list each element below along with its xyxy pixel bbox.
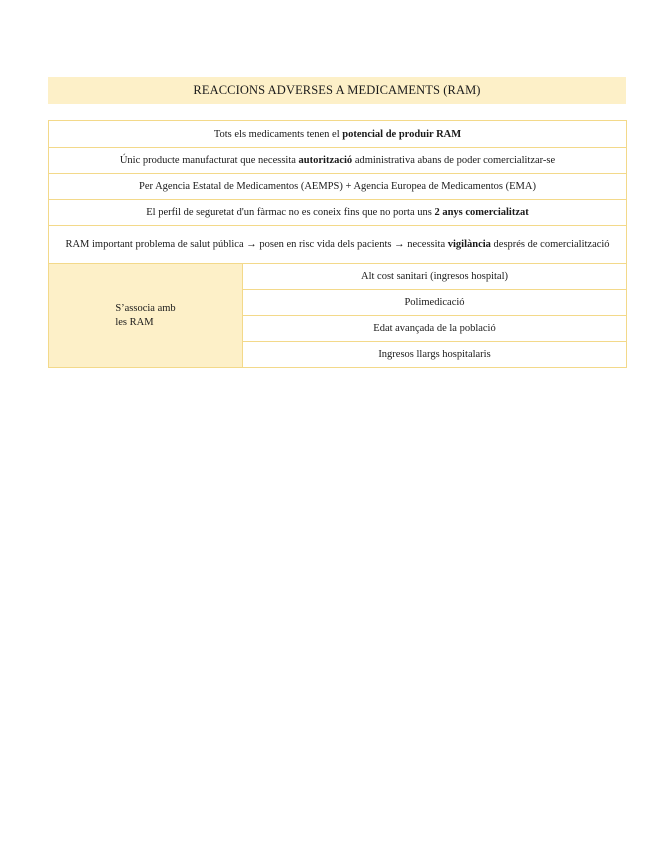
table-row [49,226,627,264]
table-cell: RAM important problema de salut pública → posen en risc vida dels pacients → necessita vigilància després de comercialització [49,226,627,264]
table-cell: Per Agencia Estatal de Medicamentos (AEMPS) + Agencia Europea de Medicamentos (EMA) [49,174,627,200]
association-item: Polimedicació [243,290,627,316]
title-text: REACCIONS ADVERSES A MEDICAMENTS (RAM) [193,83,481,97]
table-row [49,200,627,226]
association-item: Ingresos llargs hospitalaris [243,342,627,368]
table-cell: Únic producte manufacturat que necessita autorització administrativa abans de poder comercialitzar-se [49,148,627,174]
table-row [49,148,627,174]
association-label: S’associa amb les RAM [115,302,176,328]
table-row [49,264,627,290]
table-row [49,121,627,148]
association-item: Alt cost sanitari (ingresos hospital) [243,264,627,290]
table-row [49,174,627,200]
association-item: Edat avançada de la població [243,316,627,342]
table-cell: El perfil de seguretat d'un fàrmac no es coneix fins que no porta uns 2 anys comercialitzat [49,200,627,226]
association-label-cell [49,264,243,368]
page-title [48,77,626,104]
table-cell: Tots els medicaments tenen el potencial de produir RAM [49,121,627,148]
ram-table [48,120,627,368]
